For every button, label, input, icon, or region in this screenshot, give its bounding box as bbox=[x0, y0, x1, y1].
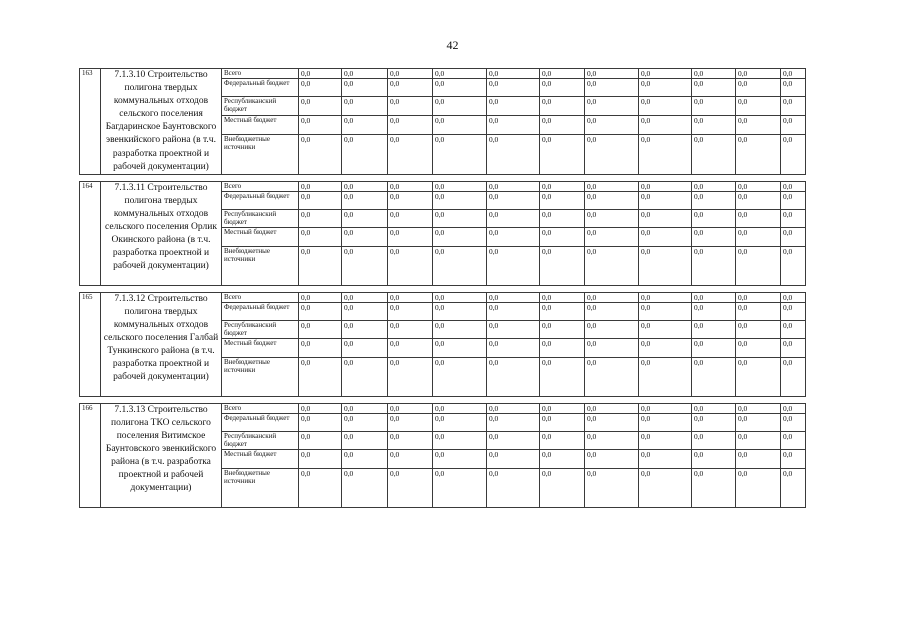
value-cell: 0,0 bbox=[388, 246, 433, 285]
value-cell: 0,0 bbox=[342, 209, 388, 227]
measure-name-cell: 7.1.3.12 Строительство полигона твердых коммунальных отходов сельского поселения Галбай Тункинского района (в т.ч. разработка проектной и рабочей документации) bbox=[101, 292, 222, 396]
funding-source-cell: Федеральный бюджет bbox=[222, 79, 299, 97]
value-cell: 0,0 bbox=[736, 227, 781, 246]
value-cell: 0,0 bbox=[540, 413, 585, 431]
value-cell: 0,0 bbox=[639, 413, 692, 431]
value-cell: 0,0 bbox=[736, 97, 781, 115]
value-cell: 0,0 bbox=[388, 115, 433, 134]
value-cell: 0,0 bbox=[692, 431, 736, 449]
value-cell: 0,0 bbox=[781, 320, 806, 338]
value-cell: 0,0 bbox=[585, 69, 639, 79]
value-cell: 0,0 bbox=[487, 227, 540, 246]
separator-cell bbox=[80, 285, 806, 292]
table-body bbox=[80, 69, 806, 508]
value-cell: 0,0 bbox=[540, 97, 585, 115]
value-cell: 0,0 bbox=[388, 468, 433, 507]
value-cell: 0,0 bbox=[585, 413, 639, 431]
value-cell: 0,0 bbox=[585, 79, 639, 97]
value-cell: 0,0 bbox=[585, 292, 639, 302]
value-cell: 0,0 bbox=[487, 209, 540, 227]
value-cell: 0,0 bbox=[342, 413, 388, 431]
value-cell: 0,0 bbox=[388, 209, 433, 227]
value-cell: 0,0 bbox=[692, 191, 736, 209]
value-cell: 0,0 bbox=[585, 115, 639, 134]
measure-name-cell: 7.1.3.11 Строительство полигона твердых коммунальных отходов сельского поселения Орлик Окинского района (в т.ч. разработка проектной и рабочей документации) bbox=[101, 181, 222, 285]
value-cell: 0,0 bbox=[781, 97, 806, 115]
value-cell: 0,0 bbox=[692, 413, 736, 431]
value-cell: 0,0 bbox=[585, 357, 639, 396]
value-cell: 0,0 bbox=[585, 338, 639, 357]
value-cell: 0,0 bbox=[299, 468, 342, 507]
value-cell: 0,0 bbox=[585, 191, 639, 209]
value-cell: 0,0 bbox=[692, 338, 736, 357]
value-cell: 0,0 bbox=[781, 135, 806, 175]
value-cell: 0,0 bbox=[388, 181, 433, 191]
value-cell: 0,0 bbox=[299, 79, 342, 97]
value-cell: 0,0 bbox=[388, 431, 433, 449]
value-cell: 0,0 bbox=[487, 181, 540, 191]
funding-source-cell: Местный бюджет bbox=[222, 227, 299, 246]
value-cell: 0,0 bbox=[736, 449, 781, 468]
row-number-cell: 164 bbox=[80, 181, 101, 285]
value-cell: 0,0 bbox=[299, 292, 342, 302]
funding-source-cell: Республиканский бюджет bbox=[222, 97, 299, 115]
value-cell: 0,0 bbox=[639, 209, 692, 227]
value-cell: 0,0 bbox=[487, 292, 540, 302]
funding-source-cell: Республиканский бюджет bbox=[222, 320, 299, 338]
value-cell: 0,0 bbox=[781, 181, 806, 191]
block-separator bbox=[80, 396, 806, 403]
row-number-cell: 165 bbox=[80, 292, 101, 396]
value-cell: 0,0 bbox=[736, 246, 781, 285]
value-cell: 0,0 bbox=[736, 69, 781, 79]
value-cell: 0,0 bbox=[342, 468, 388, 507]
value-cell: 0,0 bbox=[639, 292, 692, 302]
funding-source-cell: Местный бюджет bbox=[222, 338, 299, 357]
value-cell: 0,0 bbox=[388, 97, 433, 115]
value-cell: 0,0 bbox=[433, 292, 487, 302]
value-cell: 0,0 bbox=[342, 227, 388, 246]
value-cell: 0,0 bbox=[388, 413, 433, 431]
value-cell: 0,0 bbox=[639, 97, 692, 115]
value-cell: 0,0 bbox=[433, 191, 487, 209]
value-cell: 0,0 bbox=[299, 357, 342, 396]
value-cell: 0,0 bbox=[342, 181, 388, 191]
value-cell: 0,0 bbox=[433, 403, 487, 413]
value-cell: 0,0 bbox=[299, 97, 342, 115]
value-cell: 0,0 bbox=[342, 191, 388, 209]
value-cell: 0,0 bbox=[388, 191, 433, 209]
value-cell: 0,0 bbox=[692, 135, 736, 175]
value-cell: 0,0 bbox=[639, 181, 692, 191]
funding-source-cell: Республиканский бюджет bbox=[222, 431, 299, 449]
row-number-cell: 163 bbox=[80, 69, 101, 175]
value-cell: 0,0 bbox=[540, 338, 585, 357]
value-cell: 0,0 bbox=[299, 135, 342, 175]
value-cell: 0,0 bbox=[540, 468, 585, 507]
row-total bbox=[80, 181, 806, 191]
value-cell: 0,0 bbox=[540, 69, 585, 79]
value-cell: 0,0 bbox=[736, 292, 781, 302]
value-cell: 0,0 bbox=[487, 431, 540, 449]
value-cell: 0,0 bbox=[639, 191, 692, 209]
value-cell: 0,0 bbox=[692, 227, 736, 246]
value-cell: 0,0 bbox=[540, 246, 585, 285]
value-cell: 0,0 bbox=[736, 209, 781, 227]
value-cell: 0,0 bbox=[388, 403, 433, 413]
value-cell: 0,0 bbox=[433, 79, 487, 97]
block-separator bbox=[80, 174, 806, 181]
value-cell: 0,0 bbox=[540, 302, 585, 320]
value-cell: 0,0 bbox=[585, 246, 639, 285]
value-cell: 0,0 bbox=[487, 191, 540, 209]
value-cell: 0,0 bbox=[342, 115, 388, 134]
funding-source-cell: Всего bbox=[222, 69, 299, 79]
value-cell: 0,0 bbox=[342, 449, 388, 468]
value-cell: 0,0 bbox=[299, 227, 342, 246]
value-cell: 0,0 bbox=[433, 115, 487, 134]
value-cell: 0,0 bbox=[487, 135, 540, 175]
value-cell: 0,0 bbox=[585, 468, 639, 507]
value-cell: 0,0 bbox=[781, 115, 806, 134]
value-cell: 0,0 bbox=[433, 431, 487, 449]
value-cell: 0,0 bbox=[692, 209, 736, 227]
row-total bbox=[80, 292, 806, 302]
value-cell: 0,0 bbox=[781, 227, 806, 246]
value-cell: 0,0 bbox=[736, 135, 781, 175]
value-cell: 0,0 bbox=[433, 449, 487, 468]
value-cell: 0,0 bbox=[692, 292, 736, 302]
value-cell: 0,0 bbox=[342, 135, 388, 175]
funding-source-cell: Местный бюджет bbox=[222, 449, 299, 468]
value-cell: 0,0 bbox=[781, 413, 806, 431]
value-cell: 0,0 bbox=[487, 449, 540, 468]
value-cell: 0,0 bbox=[299, 338, 342, 357]
value-cell: 0,0 bbox=[388, 69, 433, 79]
value-cell: 0,0 bbox=[342, 403, 388, 413]
value-cell: 0,0 bbox=[639, 320, 692, 338]
value-cell: 0,0 bbox=[299, 413, 342, 431]
value-cell: 0,0 bbox=[487, 69, 540, 79]
value-cell: 0,0 bbox=[433, 413, 487, 431]
row-total bbox=[80, 69, 806, 79]
value-cell: 0,0 bbox=[736, 115, 781, 134]
value-cell: 0,0 bbox=[388, 79, 433, 97]
value-cell: 0,0 bbox=[736, 320, 781, 338]
value-cell: 0,0 bbox=[299, 403, 342, 413]
value-cell: 0,0 bbox=[388, 357, 433, 396]
measure-name-cell: 7.1.3.13 Строительство полигона ТКО сельского поселения Витимское Баунтовского эвенкийского района (в т.ч. разработка проектной и рабочей документации) bbox=[101, 403, 222, 507]
value-cell: 0,0 bbox=[433, 338, 487, 357]
value-cell: 0,0 bbox=[736, 181, 781, 191]
value-cell: 0,0 bbox=[540, 449, 585, 468]
value-cell: 0,0 bbox=[433, 320, 487, 338]
value-cell: 0,0 bbox=[639, 468, 692, 507]
value-cell: 0,0 bbox=[692, 357, 736, 396]
value-cell: 0,0 bbox=[639, 246, 692, 285]
value-cell: 0,0 bbox=[487, 320, 540, 338]
value-cell: 0,0 bbox=[487, 468, 540, 507]
value-cell: 0,0 bbox=[736, 338, 781, 357]
value-cell: 0,0 bbox=[540, 79, 585, 97]
value-cell: 0,0 bbox=[781, 449, 806, 468]
value-cell: 0,0 bbox=[781, 246, 806, 285]
value-cell: 0,0 bbox=[692, 69, 736, 79]
value-cell: 0,0 bbox=[299, 115, 342, 134]
value-cell: 0,0 bbox=[692, 403, 736, 413]
value-cell: 0,0 bbox=[487, 246, 540, 285]
budget-table bbox=[79, 68, 806, 508]
value-cell: 0,0 bbox=[692, 246, 736, 285]
value-cell: 0,0 bbox=[585, 403, 639, 413]
value-cell: 0,0 bbox=[540, 135, 585, 175]
value-cell: 0,0 bbox=[736, 431, 781, 449]
value-cell: 0,0 bbox=[585, 302, 639, 320]
value-cell: 0,0 bbox=[736, 79, 781, 97]
value-cell: 0,0 bbox=[692, 115, 736, 134]
value-cell: 0,0 bbox=[639, 115, 692, 134]
value-cell: 0,0 bbox=[781, 431, 806, 449]
value-cell: 0,0 bbox=[692, 449, 736, 468]
funding-source-cell: Местный бюджет bbox=[222, 115, 299, 134]
value-cell: 0,0 bbox=[433, 246, 487, 285]
value-cell: 0,0 bbox=[433, 357, 487, 396]
value-cell: 0,0 bbox=[781, 292, 806, 302]
value-cell: 0,0 bbox=[342, 69, 388, 79]
value-cell: 0,0 bbox=[342, 246, 388, 285]
value-cell: 0,0 bbox=[487, 302, 540, 320]
value-cell: 0,0 bbox=[342, 338, 388, 357]
value-cell: 0,0 bbox=[540, 115, 585, 134]
row-total bbox=[80, 403, 806, 413]
row-number-cell: 166 bbox=[80, 403, 101, 507]
value-cell: 0,0 bbox=[781, 209, 806, 227]
value-cell: 0,0 bbox=[540, 357, 585, 396]
value-cell: 0,0 bbox=[388, 302, 433, 320]
value-cell: 0,0 bbox=[299, 431, 342, 449]
value-cell: 0,0 bbox=[781, 468, 806, 507]
value-cell: 0,0 bbox=[433, 69, 487, 79]
value-cell: 0,0 bbox=[736, 302, 781, 320]
value-cell: 0,0 bbox=[487, 79, 540, 97]
value-cell: 0,0 bbox=[540, 403, 585, 413]
value-cell: 0,0 bbox=[299, 302, 342, 320]
value-cell: 0,0 bbox=[585, 431, 639, 449]
funding-source-cell: Внебюджетные источники bbox=[222, 468, 299, 507]
value-cell: 0,0 bbox=[781, 69, 806, 79]
value-cell: 0,0 bbox=[433, 468, 487, 507]
value-cell: 0,0 bbox=[585, 97, 639, 115]
value-cell: 0,0 bbox=[299, 320, 342, 338]
value-cell: 0,0 bbox=[540, 209, 585, 227]
value-cell: 0,0 bbox=[585, 135, 639, 175]
page-number: 42 bbox=[446, 38, 459, 52]
value-cell: 0,0 bbox=[540, 320, 585, 338]
value-cell: 0,0 bbox=[639, 302, 692, 320]
value-cell: 0,0 bbox=[540, 227, 585, 246]
value-cell: 0,0 bbox=[433, 181, 487, 191]
value-cell: 0,0 bbox=[388, 135, 433, 175]
value-cell: 0,0 bbox=[299, 246, 342, 285]
value-cell: 0,0 bbox=[692, 181, 736, 191]
value-cell: 0,0 bbox=[487, 403, 540, 413]
funding-source-cell: Всего bbox=[222, 181, 299, 191]
measure-name-cell: 7.1.3.10 Строительство полигона твердых коммунальных отходов сельского поселения Багдаринское Баунтовского эвенкийского района (в т.ч. разработка проектной и рабочей документации) bbox=[101, 69, 222, 175]
value-cell: 0,0 bbox=[639, 357, 692, 396]
value-cell: 0,0 bbox=[781, 338, 806, 357]
value-cell: 0,0 bbox=[781, 403, 806, 413]
funding-source-cell: Федеральный бюджет bbox=[222, 302, 299, 320]
value-cell: 0,0 bbox=[781, 191, 806, 209]
value-cell: 0,0 bbox=[639, 431, 692, 449]
value-cell: 0,0 bbox=[585, 449, 639, 468]
value-cell: 0,0 bbox=[781, 79, 806, 97]
value-cell: 0,0 bbox=[736, 468, 781, 507]
value-cell: 0,0 bbox=[487, 97, 540, 115]
funding-source-cell: Внебюджетные источники bbox=[222, 246, 299, 285]
value-cell: 0,0 bbox=[639, 79, 692, 97]
value-cell: 0,0 bbox=[433, 302, 487, 320]
value-cell: 0,0 bbox=[487, 413, 540, 431]
value-cell: 0,0 bbox=[299, 69, 342, 79]
value-cell: 0,0 bbox=[639, 135, 692, 175]
value-cell: 0,0 bbox=[388, 449, 433, 468]
value-cell: 0,0 bbox=[736, 413, 781, 431]
funding-source-cell: Всего bbox=[222, 292, 299, 302]
value-cell: 0,0 bbox=[342, 302, 388, 320]
funding-source-cell: Внебюджетные источники bbox=[222, 357, 299, 396]
value-cell: 0,0 bbox=[433, 209, 487, 227]
value-cell: 0,0 bbox=[781, 302, 806, 320]
value-cell: 0,0 bbox=[342, 431, 388, 449]
value-cell: 0,0 bbox=[585, 181, 639, 191]
value-cell: 0,0 bbox=[299, 209, 342, 227]
value-cell: 0,0 bbox=[342, 357, 388, 396]
value-cell: 0,0 bbox=[692, 79, 736, 97]
value-cell: 0,0 bbox=[388, 292, 433, 302]
funding-source-cell: Всего bbox=[222, 403, 299, 413]
value-cell: 0,0 bbox=[540, 181, 585, 191]
funding-source-cell: Федеральный бюджет bbox=[222, 413, 299, 431]
value-cell: 0,0 bbox=[487, 338, 540, 357]
value-cell: 0,0 bbox=[388, 338, 433, 357]
value-cell: 0,0 bbox=[433, 135, 487, 175]
value-cell: 0,0 bbox=[388, 320, 433, 338]
value-cell: 0,0 bbox=[433, 227, 487, 246]
value-cell: 0,0 bbox=[540, 431, 585, 449]
value-cell: 0,0 bbox=[342, 292, 388, 302]
value-cell: 0,0 bbox=[342, 79, 388, 97]
value-cell: 0,0 bbox=[342, 97, 388, 115]
value-cell: 0,0 bbox=[433, 97, 487, 115]
separator-cell bbox=[80, 174, 806, 181]
value-cell: 0,0 bbox=[585, 209, 639, 227]
value-cell: 0,0 bbox=[639, 69, 692, 79]
value-cell: 0,0 bbox=[342, 320, 388, 338]
value-cell: 0,0 bbox=[692, 97, 736, 115]
value-cell: 0,0 bbox=[692, 468, 736, 507]
value-cell: 0,0 bbox=[639, 403, 692, 413]
value-cell: 0,0 bbox=[388, 227, 433, 246]
value-cell: 0,0 bbox=[736, 191, 781, 209]
block-separator bbox=[80, 285, 806, 292]
separator-cell bbox=[80, 396, 806, 403]
value-cell: 0,0 bbox=[540, 191, 585, 209]
value-cell: 0,0 bbox=[692, 320, 736, 338]
value-cell: 0,0 bbox=[639, 449, 692, 468]
value-cell: 0,0 bbox=[692, 302, 736, 320]
value-cell: 0,0 bbox=[736, 403, 781, 413]
funding-source-cell: Внебюджетные источники bbox=[222, 135, 299, 175]
value-cell: 0,0 bbox=[639, 338, 692, 357]
value-cell: 0,0 bbox=[487, 115, 540, 134]
value-cell: 0,0 bbox=[585, 227, 639, 246]
value-cell: 0,0 bbox=[299, 191, 342, 209]
value-cell: 0,0 bbox=[487, 357, 540, 396]
funding-source-cell: Республиканский бюджет bbox=[222, 209, 299, 227]
value-cell: 0,0 bbox=[781, 357, 806, 396]
value-cell: 0,0 bbox=[736, 357, 781, 396]
value-cell: 0,0 bbox=[639, 227, 692, 246]
funding-source-cell: Федеральный бюджет bbox=[222, 191, 299, 209]
value-cell: 0,0 bbox=[299, 181, 342, 191]
value-cell: 0,0 bbox=[299, 449, 342, 468]
value-cell: 0,0 bbox=[540, 292, 585, 302]
value-cell: 0,0 bbox=[585, 320, 639, 338]
